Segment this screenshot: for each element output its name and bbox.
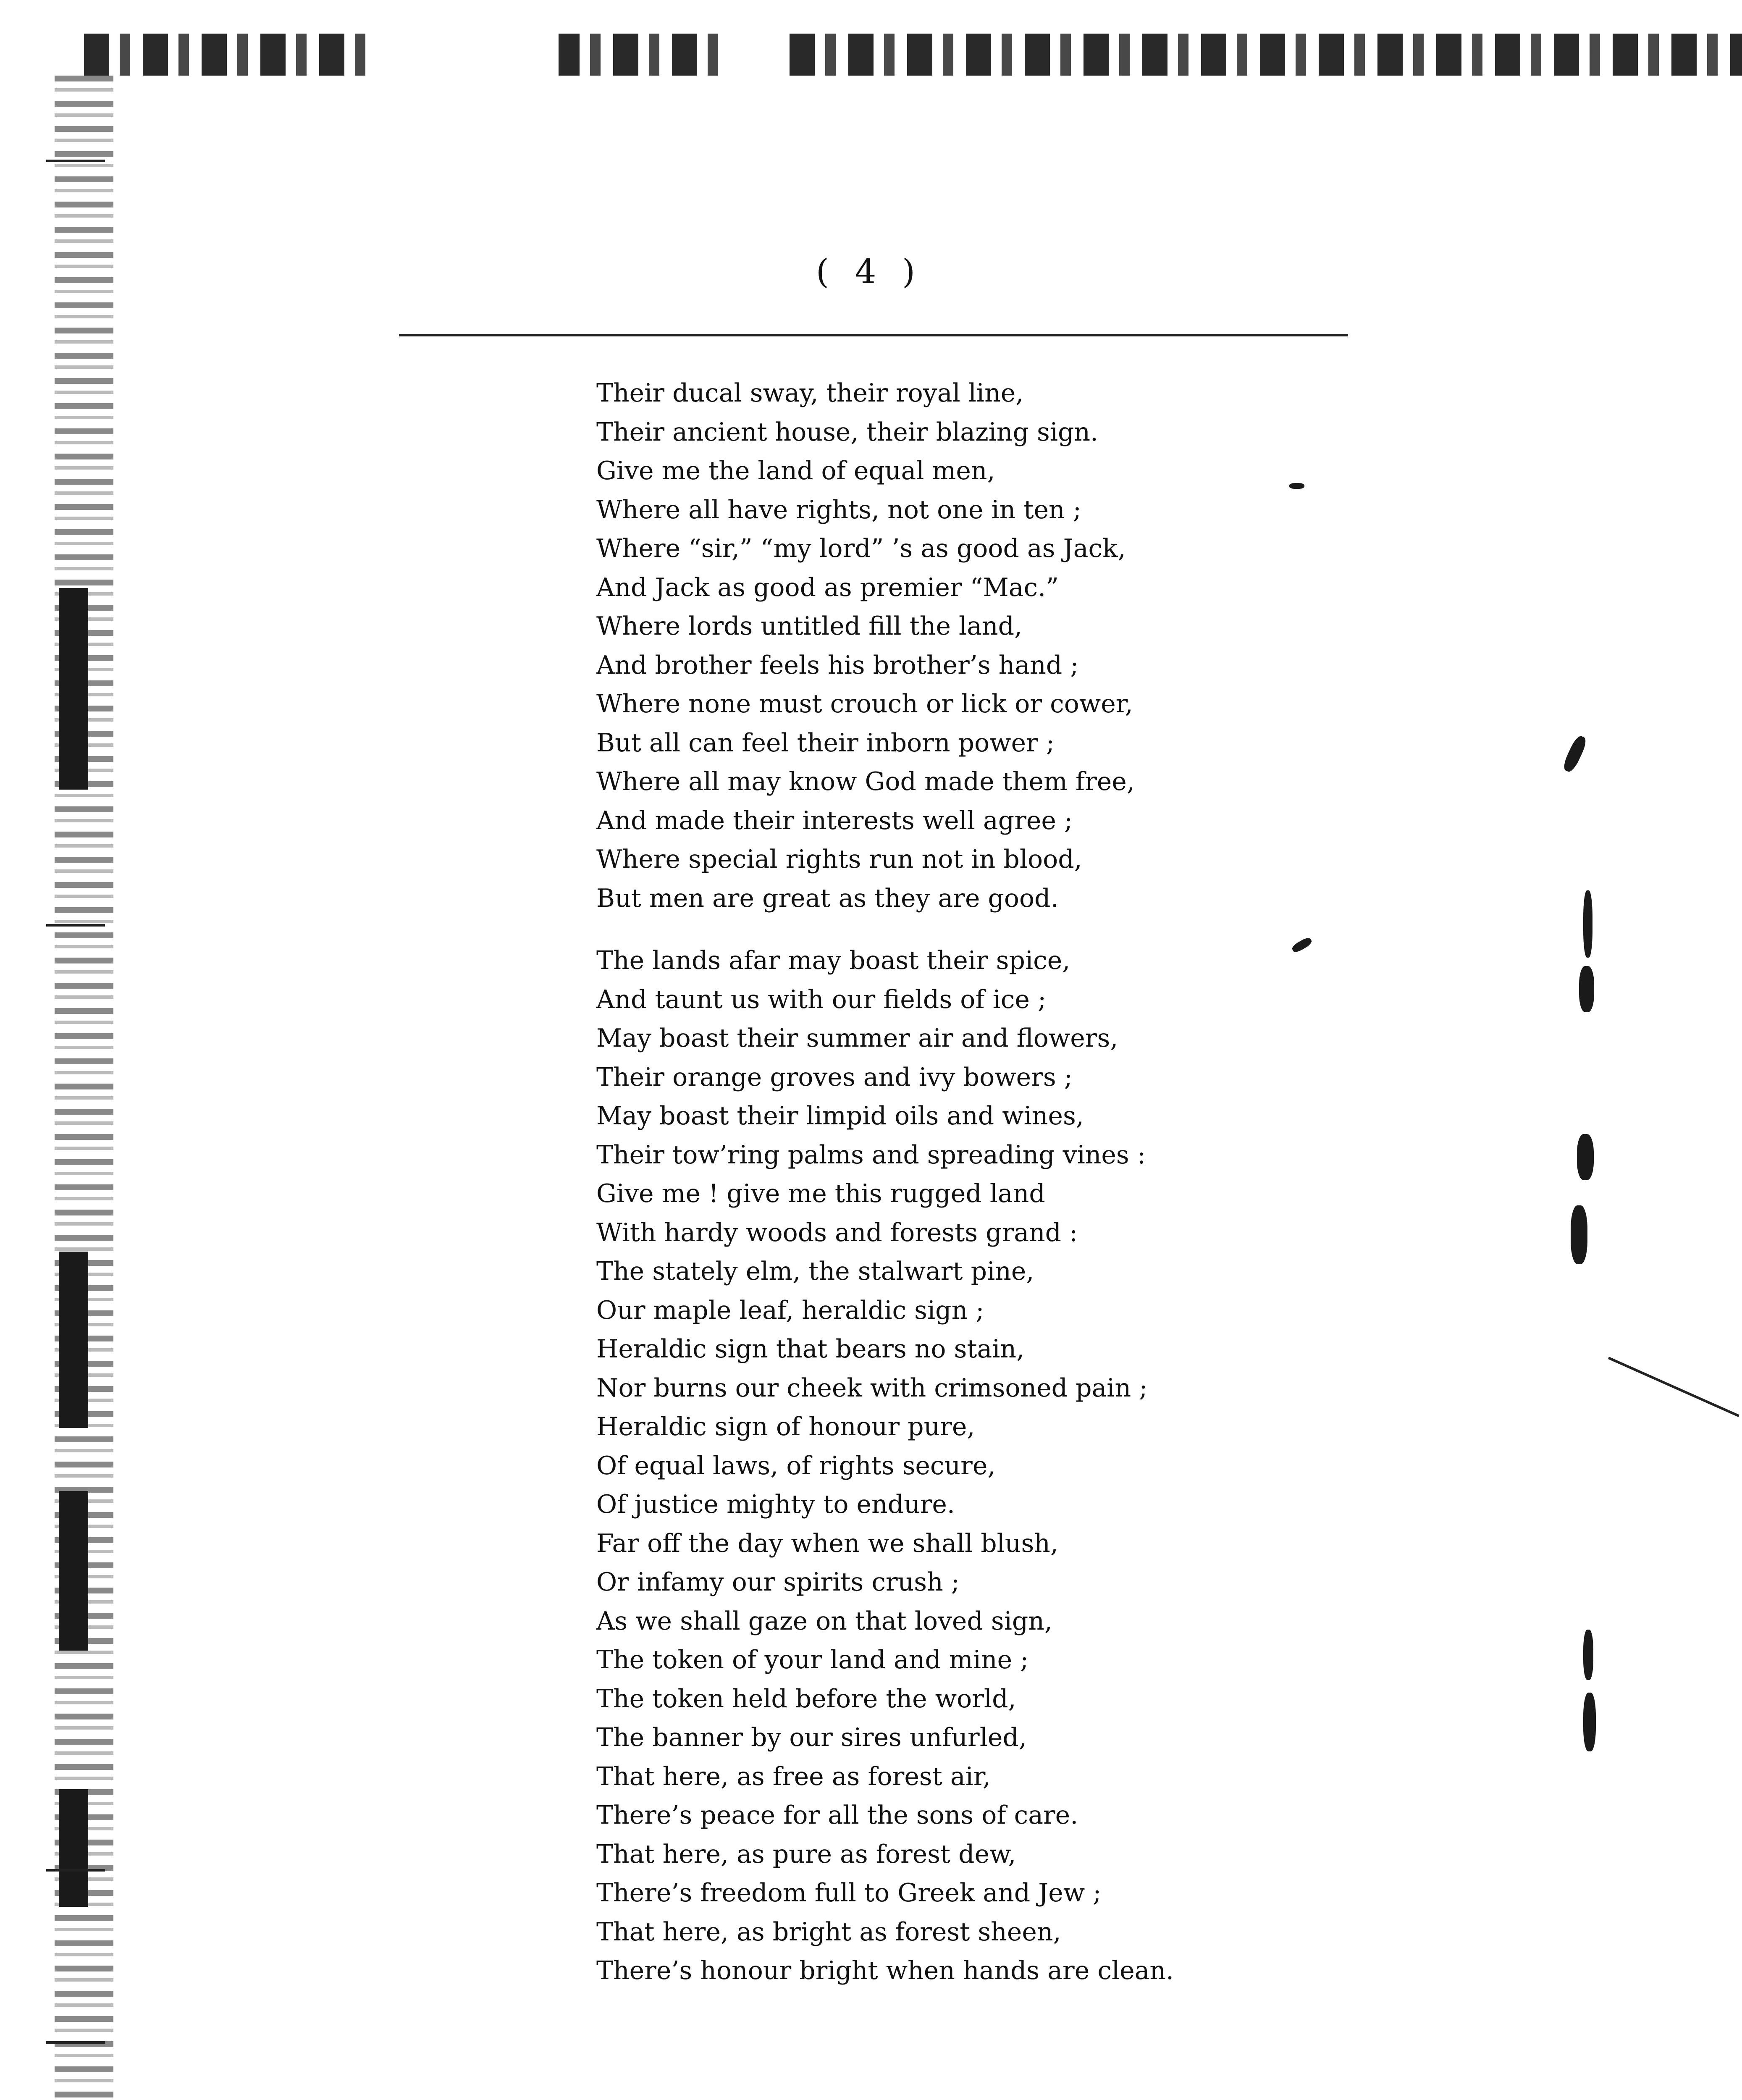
scan-edge-tick [46,160,105,162]
scan-left-bar [59,1491,88,1651]
ink-blot [1571,1205,1587,1264]
scan-edge-tick [46,924,105,927]
poem-line: Their ancient house, their blazing sign. [596,417,1099,447]
poem-line: And made their interests well agree ; [596,806,1073,835]
poem-line: Our maple leaf, heraldic sign ; [596,1295,984,1325]
poem-line: Where all may know God made them free, [596,767,1135,796]
scan-scratch [1608,1357,1739,1417]
poem-line: Their orange groves and ivy bowers ; [596,1062,1073,1092]
poem-line: Of equal laws, of rights secure, [596,1451,996,1480]
scan-edge-tick [46,2041,105,2044]
poem-line: There’s peace for all the sons of care. [596,1801,1078,1830]
poem-line: There’s honour bright when hands are clean. [596,1956,1174,1985]
scan-top-edge [84,34,1742,76]
poem [596,374,1226,1990]
poem-line: May boast their summer air and flowers, [596,1024,1118,1053]
poem-line: With hardy woods and forests grand : [596,1218,1078,1247]
poem-line: Their ducal sway, their royal line, [596,378,1024,408]
stanza [596,374,1226,918]
scan-top-gap [378,34,559,80]
scan-top-gap [722,34,781,80]
ink-blot [1583,1693,1596,1751]
poem-line: But men are great as they are good. [596,883,1059,913]
poem-line: The stately elm, the stalwart pine, [596,1257,1034,1286]
poem-line: But all can feel their inborn power ; [596,728,1055,758]
poem-line: That here, as free as forest air, [596,1761,991,1791]
ink-blot [1291,936,1313,954]
scan-left-bar [59,1252,88,1428]
scan-left-bar [59,588,88,790]
poem-line: And brother feels his brother’s hand ; [596,650,1079,680]
poem-line: The token of your land and mine ; [596,1645,1029,1675]
poem-line: The banner by our sires unfurled, [596,1723,1027,1752]
poem-line: Heraldic sign that bears no stain, [596,1334,1025,1364]
poem-line: Where lords untitled fill the land, [596,612,1023,641]
poem-line: Far off the day when we shall blush, [596,1528,1058,1558]
ink-blot [1561,734,1588,774]
poem-line: The token held before the world, [596,1684,1016,1714]
poem-line: There’s freedom full to Greek and Jew ; [596,1878,1102,1908]
poem-line: Give me the land of equal men, [596,456,995,486]
scan-left-bar [59,1789,88,1907]
poem-line: Nor burns our cheek with crimsoned pain ; [596,1373,1148,1403]
poem-line: The lands afar may boast their spice, [596,946,1070,975]
poem-line: And taunt us with our fields of ice ; [596,984,1047,1014]
ink-blot [1579,966,1594,1012]
ink-blot [1577,1134,1594,1180]
poem-line: And Jack as good as premier “Mac.” [596,572,1059,602]
page-number: ( 4 ) [816,252,923,291]
poem-line: That here, as bright as forest sheen, [596,1917,1061,1947]
ink-blot [1583,890,1592,958]
poem-line: Where “sir,” “my lord” ’s as good as Jack, [596,534,1126,563]
poem-line: Give me ! give me this rugged land [596,1179,1045,1208]
poem-line: Or infamy our spirits crush ; [596,1567,960,1597]
scan-edge-tick [46,1869,105,1872]
poem-line: As we shall gaze on that loved sign, [596,1606,1053,1636]
poem-line: Where none must crouch or lick or cower, [596,689,1133,719]
header-rule [399,334,1348,336]
poem-line: Their tow’ring palms and spreading vines : [596,1140,1146,1170]
ink-blot [1583,1630,1593,1680]
ink-blot [1289,483,1304,489]
poem-line: May boast their limpid oils and wines, [596,1101,1084,1131]
poem-line: Of justice mighty to endure. [596,1490,955,1519]
poem-line: Where special rights run not in blood, [596,845,1082,874]
poem-line: Heraldic sign of honour pure, [596,1412,975,1441]
poem-line: Where all have rights, not one in ten ; [596,495,1081,525]
stanza [596,941,1226,1990]
poem-line: That here, as pure as forest dew, [596,1839,1016,1869]
